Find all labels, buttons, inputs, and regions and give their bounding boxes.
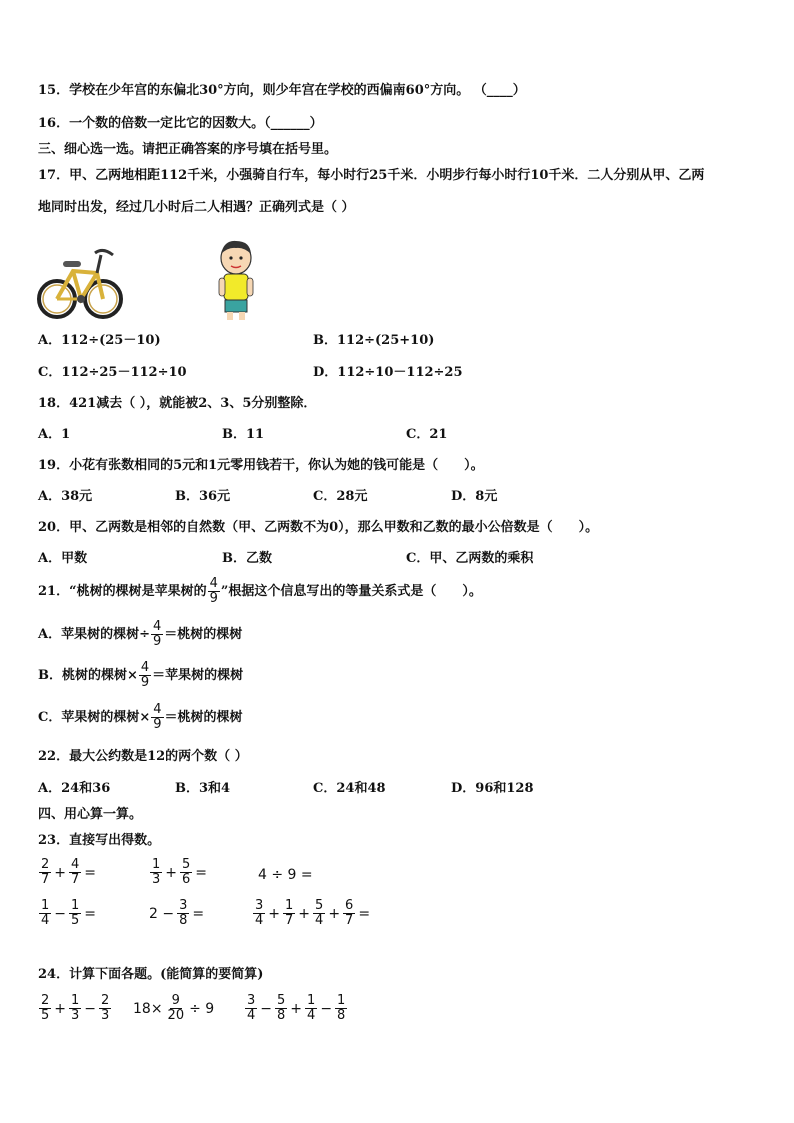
q23-expression-4: $\frac{1}{4}$ − $\frac{1}{5}$ = (41, 898, 97, 928)
section-3-heading: 三、细心选一选。请把正确答案的序号填在括号里。 (38, 142, 338, 157)
bicycle-illustration (37, 243, 123, 321)
q20-option-a: A．甲数 (38, 551, 88, 566)
q23-expression-1: $\frac{2}{7}$ + $\frac{4}{7}$ = (41, 857, 97, 887)
q22-option-a: A．24和36 (38, 781, 111, 796)
q21-option-b: B．桃树的棵树× $\frac{4}{9}$ ＝苹果树的棵树 (38, 660, 244, 690)
question-23: 23．直接写出得数。 (38, 833, 161, 848)
q24-expression-2: 18× $\frac{9}{20}$ ÷ 9 (133, 993, 215, 1023)
question-24: 24．计算下面各题。(能简算的要简算) (38, 967, 264, 982)
q21-option-a: A．苹果树的棵树÷ $\frac{4}{9}$ ＝桃树的棵树 (38, 619, 243, 649)
section-4-heading: 四、用心算一算。 (38, 807, 143, 822)
q22-option-c: C．24和48 (313, 781, 386, 796)
q17-option-a: A．112÷(25－10) (38, 333, 161, 348)
q19-option-d: D．8元 (451, 489, 498, 504)
q23-expression-5: 2 − $\frac{3}{8}$ = (149, 898, 205, 928)
question-21 (38, 577, 482, 606)
q21-fraction: $\frac{4}{9}$ (209, 576, 218, 606)
q18-option-a: A．1 (38, 427, 71, 442)
q23-expression-2: $\frac{1}{3}$ + $\frac{5}{6}$ = (152, 857, 208, 887)
q20-option-b: B．乙数 (222, 551, 272, 566)
question-20: 20．甲、乙两数是相邻的自然数（甲、乙两数不为0），那么甲数和乙数的最小公倍数是（ ）。 (38, 520, 599, 535)
q23-expression-3: 4 ÷ 9 = (258, 867, 313, 883)
q24-expression-1: $\frac{2}{5}$ + $\frac{1}{3}$ − $\frac{2}{3}$ (41, 993, 110, 1023)
q17-option-b: B．112÷(25+10) (313, 333, 435, 348)
q24-expression-3: $\frac{3}{4}$ − $\frac{5}{8}$ + $\frac{1}{4}$ − $\frac{1}{8}$ (247, 993, 346, 1023)
q18-option-b: B．11 (222, 427, 265, 442)
q19-option-a: A．38元 (38, 489, 93, 504)
question-19: 19．小花有张数相同的5元和1元零用钱若干，你认为她的钱可能是（ ）。 (38, 458, 484, 473)
q22-option-b: B．3和4 (175, 781, 231, 796)
q21-text-pre: 21．“桃树的棵树是苹果树的 (38, 583, 207, 599)
question-16: 16．一个数的倍数一定比它的因数大。（______） (38, 116, 323, 131)
q19-option-c: C．28元 (313, 489, 368, 504)
question-17-line1: 17．甲、乙两地相距112千米，小强骑自行车，每小时行25千米．小明步行每小时行10千米．二人分别从甲、乙两 (38, 168, 705, 183)
question-15: 15．学校在少年宫的东偏北30°方向，则少年宫在学校的西偏南60°方向。 （____） (38, 83, 526, 98)
q17-option-d: D．112÷10－112÷25 (313, 365, 463, 380)
question-17-line2: 地同时出发，经过几小时后二人相遇？正确列式是（ ） (38, 200, 355, 215)
q17-option-c: C．112÷25－112÷10 (38, 365, 187, 380)
question-22: 22．最大公约数是12的两个数（ ） (38, 749, 248, 764)
q22-option-d: D．96和128 (451, 781, 534, 796)
q20-option-c: C．甲、乙两数的乘积 (406, 551, 534, 566)
q21-text-post: ”根据这个信息写出的等量关系式是（ ）。 (220, 583, 482, 599)
question-18: 18．421减去（ ），就能被2、3、5分别整除． (38, 396, 317, 411)
q19-option-b: B．36元 (175, 489, 231, 504)
boy-illustration (214, 238, 258, 322)
q18-option-c: C．21 (406, 427, 448, 442)
q23-expression-6: $\frac{3}{4}$ + $\frac{1}{7}$ + $\frac{5}{4}$ + $\frac{6}{7}$ = (255, 898, 371, 928)
q21-option-c: C．苹果树的棵树× $\frac{4}{9}$ ＝桃树的棵树 (38, 702, 243, 732)
